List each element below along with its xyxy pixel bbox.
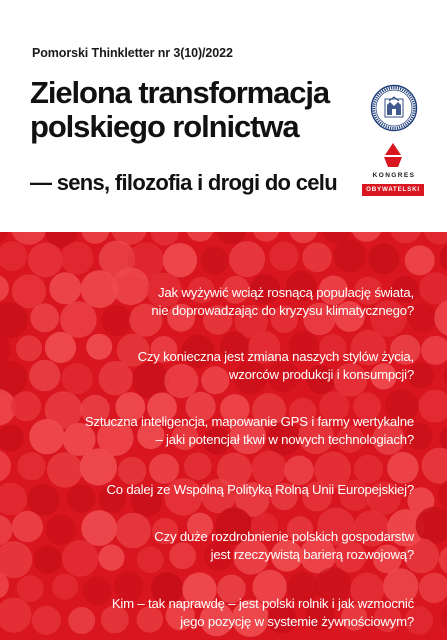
title-line-2: polskiego rolnictwa xyxy=(30,109,299,144)
question-3 xyxy=(34,413,414,449)
bokeh-dot xyxy=(422,448,447,484)
academy-seal-icon xyxy=(370,84,418,132)
question-4 xyxy=(34,481,414,499)
question-6 xyxy=(34,595,414,631)
bokeh-dot xyxy=(419,573,447,603)
bokeh-dot xyxy=(0,425,24,452)
question-4-line-1: Co dalej ze Wspólną Polityką Rolną Unii Europejskiej? xyxy=(106,482,414,497)
bokeh-dot xyxy=(441,602,447,633)
cover-title xyxy=(30,76,360,144)
bokeh-dot xyxy=(0,541,32,578)
bokeh-dot xyxy=(17,452,45,480)
bokeh-dot xyxy=(200,247,228,275)
question-2-line-2: wzorców produkcji i konsumpcji? xyxy=(228,367,414,382)
bokeh-dot xyxy=(421,336,447,365)
bokeh-dot xyxy=(0,598,31,633)
question-6-line-1: Kim – tak naprawdę – jest polski rolnik i jak wzmocnić xyxy=(111,596,414,611)
bokeh-dot xyxy=(61,242,94,275)
bokeh-dot xyxy=(387,452,419,484)
bokeh-dot xyxy=(0,515,13,546)
bokeh-dot xyxy=(439,545,447,574)
bokeh-dot xyxy=(184,453,212,481)
bokeh-dot xyxy=(269,242,298,271)
obywatelski-label: OBYWATELSKI xyxy=(366,186,420,193)
bokeh-dot xyxy=(0,241,27,271)
bokeh-dot xyxy=(0,334,11,366)
bokeh-dot xyxy=(149,454,179,484)
bokeh-dot xyxy=(0,450,11,483)
bokeh-dot xyxy=(333,239,366,272)
bokeh-dot xyxy=(186,232,214,242)
bokeh-dot xyxy=(0,232,9,243)
cover-subtitle: — sens, filozofia i drogi do celu xyxy=(30,170,337,195)
title-line-1: Zielona transformacja xyxy=(30,75,330,110)
kongres-label: KONGRES xyxy=(372,172,416,179)
bokeh-dot xyxy=(419,390,447,423)
bokeh-dot xyxy=(440,242,447,272)
bokeh-dot xyxy=(0,275,9,302)
question-3-line-2: – jaki potencjał tkwi w nowych technologiach? xyxy=(155,432,414,447)
bokeh-dot xyxy=(28,243,63,278)
bokeh-dot xyxy=(0,483,27,516)
bokeh-dot xyxy=(163,243,197,277)
question-2-line-1: Czy konieczna jest zmiana naszych stylów życia, xyxy=(137,349,414,364)
questions-panel xyxy=(0,232,447,640)
question-5-line-2: jest rzeczywistą barierą rozwojową? xyxy=(210,547,414,562)
bokeh-dot xyxy=(419,272,447,304)
bokeh-dot xyxy=(82,232,110,244)
question-3-line-1: Sztuczna inteligencja, mapowanie GPS i farmy wertykalne xyxy=(84,414,414,429)
bokeh-dot xyxy=(151,232,179,246)
bokeh-dot xyxy=(302,243,332,273)
question-2 xyxy=(34,348,414,384)
bokeh-dot xyxy=(390,232,421,244)
question-1 xyxy=(34,284,414,320)
question-6-line-2: jego pozycję w systemie żywnościowym? xyxy=(180,614,414,629)
bokeh-dot xyxy=(405,245,435,275)
question-5 xyxy=(34,528,414,564)
bokeh-dot xyxy=(368,243,399,274)
bokeh-dot xyxy=(229,241,265,277)
question-1-line-2: nie doprowadzając do kryzysu klimatycznego? xyxy=(151,303,414,318)
bokeh-dot xyxy=(354,455,383,484)
bokeh-dot xyxy=(423,232,447,244)
bokeh-dot xyxy=(253,232,280,242)
question-1-line-1: Jak wyżywić wciąż rosnącą populację świata, xyxy=(158,285,414,300)
bokeh-dot xyxy=(289,232,318,243)
question-5-line-1: Czy duże rozdrobnienie polskich gospodarstw xyxy=(154,529,414,544)
issue-number: Pomorski Thinkletter nr 3(10)/2022 xyxy=(32,46,233,60)
bokeh-dot xyxy=(438,479,447,512)
cover-header xyxy=(0,0,447,232)
bokeh-dot xyxy=(434,299,447,337)
